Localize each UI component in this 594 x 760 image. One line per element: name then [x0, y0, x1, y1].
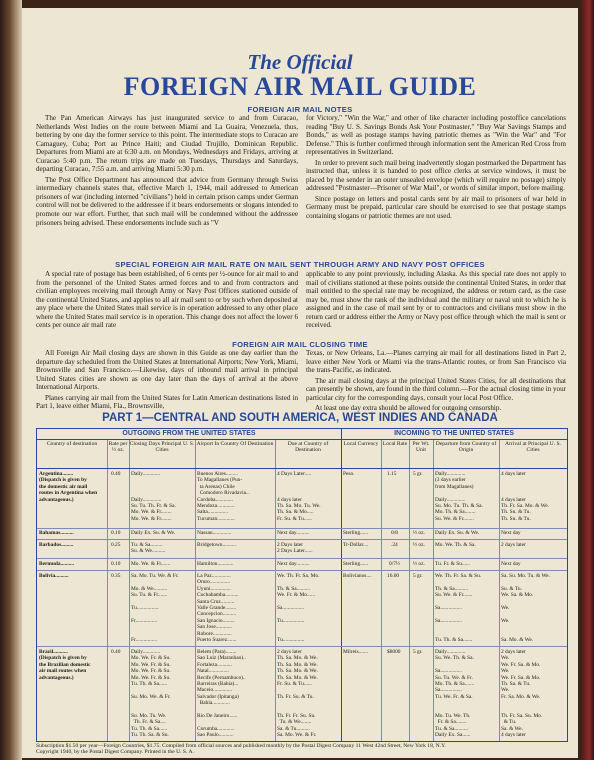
section-heading-closing: FOREIGN AIR MAIL CLOSING TIME: [232, 340, 368, 349]
table-cell-local-rate: 0/8: [391, 530, 398, 536]
table-cell-departure: Daily.............. (3 days earlier from Magallanes) Daily.............. Su. Mo. Tu. Th. & Sa. Mo. Th. & Sa........ Su. We. & Fr........: [435, 471, 483, 522]
table-cell-unit: ½ oz.: [413, 530, 425, 536]
title-the-official: The Official: [247, 50, 353, 74]
outgoing-header: OUTGOING FROM THE UNITED STATES: [37, 429, 341, 440]
table-cell-arrival: 2 days later: [501, 542, 526, 548]
table-cell-rate: 0.40: [111, 649, 121, 655]
notes-right-column: [306, 114, 566, 221]
book-binding-left: [0, 0, 22, 760]
table-cell-unit: 5 gr.: [413, 573, 423, 579]
table-cell-closing: Daily............. Daily.............. Su. Tu. Th. Fr. & Sa. Mo. We. & Fr........ Mo. We. & Fr........: [131, 471, 176, 522]
table-cell-unit: 5 gr.: [413, 649, 423, 655]
table-cell-rate: 0.25: [111, 542, 121, 548]
table-cell-due: We. Th. Fr. Sa. Mo. Th. & Sa.......... We. Fr. & Mo...... Sa................ Tu................ Tu................: [277, 573, 320, 644]
table-cell-unit: ½ oz.: [413, 542, 425, 548]
table-cell-country: Bermuda..........: [39, 561, 75, 567]
table-cell-airport: Nassau..............: [197, 530, 232, 536]
footer-text: Subscription $1.50 per year—Foreign Countries, $1.75. Compiled from official sources and published monthly by the Postal Digest Company 11 West 42nd Street, New York 18, N.Y. Copyright 1940, by the Postal Digest Company. Printed in the U. S. A.: [36, 743, 446, 756]
table-cell-arrival: Sa. Su. Mo. Tu. & We. Su. & Tu. We. Sa. & Mo. We. We. Sa. Mo. & We.: [501, 573, 550, 644]
table-cell-rate: 0.10: [111, 561, 121, 567]
column-header: Country of destination: [46, 441, 98, 447]
notes-paragraph: Since postage on letters and postal cards sent by air mail to prisoners of war held in Germany must be prepaid, particular care should be exercised to see that postage stamps containing slogans or patriotic themes are not used.: [306, 194, 566, 221]
table-cell-currency: Sterling......: [343, 561, 369, 567]
column-header: Departure from Country of Origin: [435, 441, 497, 454]
column-header: Closing Days Principal U. S. Cities: [129, 441, 195, 454]
column-header: Local Currency: [343, 441, 379, 447]
table-cell-rate: 0.40: [111, 471, 121, 477]
table-cell-country: Barbados.........: [39, 542, 74, 548]
table-cell-due: Next day..........: [277, 530, 310, 536]
special-right-column: [306, 270, 566, 330]
table-cell-currency: Bolivianos....: [343, 573, 372, 579]
table-cell-arrival: Next day: [501, 530, 521, 536]
table-cell-due: 2 Days later 2 Days Later......: [277, 542, 313, 555]
table-cell-due: 2 days later Th. Sa. Mo. & We. Th. Sa. Mo. & We. Th. Sa. Mo. & We. Th. Sa. Mo. & We. Fr. Su. & Tu...... Th. Fr. Su. & Tu. Th. Fr. Fr. Su. Su. Tu. & We........ Sa. & Tu.......... Sa. Mo. We. & Fr.: [277, 649, 318, 739]
table-cell-local-rate: .24: [391, 542, 398, 548]
table-divider: [341, 429, 342, 741]
column-header: Rate per ½ oz.: [108, 441, 128, 454]
table-cell-currency: Peso.: [343, 471, 355, 477]
table-cell-closing: Daily Ex. Su. & We.: [131, 530, 176, 536]
table-cell-departure: Tu. Fr. & Su......: [435, 561, 471, 567]
table-cell-departure: Mo. We. Th. & Sa.: [435, 542, 476, 548]
table-cell-due: 4 Days Later..... 4 days later Th. Sa. Mo. Tu. We. Th. Sa. & Mo..... Fr. Su. & Tu......: [277, 471, 321, 522]
special-paragraph: A special rate of postage has been established, of 6 cents per ½-ounce for air mail to and from the personnel of the United States armed forces and to and from contractors and civilian employees receiving mail through Army or Navy Post Offices stationed outside of the continental United States, and applies to all air mail sent to or by such when deposited at any place where the United States mail service is in operation addressed to any other place where the United States mail service is in operation. This change does not affect the lower 6 cents per ounce air mail rate: [36, 270, 299, 330]
closing-right-column: [306, 349, 566, 413]
table-cell-unit: 5 gr.: [413, 471, 423, 477]
special-left-column: [36, 270, 298, 330]
table-cell-unit: ½ oz.: [413, 561, 425, 567]
table-cell-local-rate: 1.15: [387, 471, 397, 477]
table-cell-airport: Belem (Para)........ Sao Luiz (Maranhao).. Fortaleza........... Natal............... Recife (Pernambuco).. Barreiras (Bahia)... Maceio.............. Salvador (Ipitanga) Bahia............. Rio De Janeiro...... Corumba............. Sao Paulo...........: [197, 649, 246, 739]
table-cell-rate: 0.35: [111, 573, 121, 579]
closing-paragraph: At least one day extra should be allowed for outgoing censorship.: [315, 404, 502, 413]
notes-paragraph: In order to prevent such mail being inadvertently slogan postmarked the Department has instructed that, unless it is handed to post office clerks at service windows, it must be placed by the sender in an outer unsealed envelope (which will require no postage) simply addressed "Postmaster—Prisoner of War Mail", or words of similar import, before mailing.: [306, 158, 566, 193]
column-header: Per Wt. Unit: [412, 441, 430, 454]
section-heading-special-rate: SPECIAL FOREIGN AIR MAIL RATE ON MAIL SENT THROUGH ARMY AND NAVY POST OFFICES: [115, 260, 485, 269]
table-cell-closing: Daily............. Mo. We. Fr. & Su. Mo. We. Fr. & Su. Mo. We. Fr. & Su. Mo. We. Fr. & Su. Tu. Th. & Sa...... Su. Mo. We. & Fr. Su. Mo. Tu. We. Th. Fr. & Sa.... Tu. Th. & Sa...... Tu. Th. Sa. & Su.: [131, 649, 171, 739]
rates-table: [36, 428, 568, 742]
column-header: Airport In Country Of Destination: [196, 441, 274, 447]
column-header: Arrival at Principal U. S. Cities: [505, 441, 561, 454]
special-paragraph: applicable to any point previously, including Alaska. As this special rate does not apply to mail of civilians stationed at these points outside the continental United States, in order that mail entitled to the special rate may be recognized, the address or return card, as the case may be, must show the rank of the individual and the military or naval unit to which he is assigned and in the case of mail sent by or to contractors and civilians must show in the return card or address either the Army or Navy post office through which the mail is sent or received.: [306, 270, 566, 330]
book-cover-edge: [582, 0, 594, 760]
footer-subscription: [36, 743, 566, 756]
table-cell-currency: Sterling......: [343, 530, 369, 536]
table-cell-country: Argentina........ (Dispatch is given by the domestic air mail routes in Argentina when advantageous.): [39, 471, 98, 503]
table-cell-departure: Daily.............. Su. We. Th. & Sa. Sa................ Su. Tu. We. & Fr. Mo. Th. & Sa....... Sa................ Tu. We. Fr. & Sa. Mo. Tu. We. Th. Fr. & Sa........ Tu. & Sa.......... Daily Ex. Sa......: [435, 649, 475, 739]
closing-left-column: [36, 349, 298, 411]
closing-paragraph: All Foreign Air Mail closing days are shown in this Guide as one day earlier than the departure day scheduled from the United States at International Airports; New York, Miami, Brownsville and San Francisco.—Likewise, days of inbound mail arrival in principal United States cities are shown as one day later than the days of arrival at the above International Airports.: [36, 349, 298, 392]
table-cell-local-rate: 0/7½: [389, 561, 400, 567]
notes-paragraph: for Victory," "Win the War," and other of like character including postoffice cancelations reading "Buy U. S. Savings Bonds Ask Your Postmaster," "Buy War Savings Stamps and Bonds," as well as postage stamps having patriotic themes as "Win the War" and "For Defense." This is further confirmed through information sent the American Red Cross from representatives in Switzerland.: [306, 114, 566, 157]
table-cell-closing: Sa. Mo. Tu. We. & Fr. Mo. & We.......... Su. Tu. & Fr....... Tu................ Fr................ Fr................: [131, 573, 179, 644]
notes-paragraph: The Pan American Airways has just inaugurated service to and from Curacao, Netherlands West Indies on the route between Miami and La Guaira, Venezuela, thus, bettering by one day the former service to this point. The intermediate stops to Curacao are Camaguey, Cuba; Port au Prince Haiti; and Ciudad Trujillo, Dominican Republic. Departures from Miami are at 6:30 a.m. on Mondays, Wednesdays and Fridays, arriving at Curacao 5:40 p.m. The return trips are made on Tuesdays, Thursdays and Saturdays, departing Curacao, 7:55 a.m. and arriving Miami 5:30 p.m.: [36, 114, 298, 174]
table-cell-local-rate: $8000: [387, 649, 401, 655]
incoming-header: INCOMING TO THE UNITED STATES: [341, 429, 567, 440]
table-cell-closing: Tu. & Sa......... Su. & We..........: [131, 542, 166, 555]
section-heading-notes: FOREIGN AIR MAIL NOTES: [247, 105, 353, 114]
table-cell-currency: Tr-Dollar....: [343, 542, 369, 548]
closing-paragraph: Texas, or New Orleans, La.—Planes carrying air mail for all destinations listed in Part 2, leave either New York or Miami via the trans-Atlantic routes, or from San Francisco via the trans-Pacific, as indicated.: [306, 349, 566, 375]
table-cell-arrival: Next day: [501, 561, 521, 567]
table-cell-airport: Hamilton............: [197, 561, 234, 567]
table-cell-arrival: 4 days later 4 days later Th. Fr. Sa. Mo. & We. Th. Su. & Tu. Th. Su. & Tu.: [501, 471, 549, 522]
part-1-heading: PART 1—CENTRAL AND SOUTH AMERICA, WEST INDIES AND CANADA: [102, 412, 498, 424]
closing-paragraph: The air mail closing days at the principal United States Cities, for all destinations that can presently be shown, are found in the third column.—For the actual closing time in your particular city for the corresponding days, consult your local Post Office.: [306, 376, 566, 402]
table-cell-closing: Mo. We. & Fr.......: [131, 561, 171, 567]
column-header: Local Rate: [382, 441, 408, 447]
table-cell-airport: La Paz.............. Oruro............... Uyuni............... Cochabamba.......... Santa Cruz.......... Valle Grande........ Concepcion.......... San Ignacio......... San Jose............ Robore.............. Puerto Suarez.......: [197, 573, 239, 644]
guide-page: [22, 8, 578, 758]
table-cell-country: Brazil........... (Dispatch is given by the Brazilian domestic air mail routes when advantageous.): [39, 649, 91, 681]
column-header: Due at Country of Destination: [287, 441, 329, 454]
notes-left-column: [36, 114, 298, 227]
table-cell-country: Bahamas..........: [39, 530, 74, 536]
table-cell-departure: Daily Ex. Su. & We.: [435, 530, 480, 536]
table-cell-airport: Bridgetown..........: [197, 542, 236, 548]
title-main: FOREIGN AIR MAIL GUIDE: [123, 72, 477, 101]
table-cell-departure: We. Th. Fr. Sa. & Su. Th. & Sa.......... Su. We. & Fr....... Sa................ Sa................ Tu. Th. & Sa.......: [435, 573, 482, 644]
table-cell-rate: 0.10: [111, 530, 121, 536]
table-cell-currency: Milreis.......: [343, 649, 369, 655]
table-cell-country: Bolivia..........: [39, 573, 69, 579]
table-cell-airport: Buenos Aires......... To Magallanes (Pun- ta Arenas) Chile Comodoro Rivadavia... Cordoba............. Mendoza............. Salta............... Tucuman.............: [197, 471, 251, 522]
notes-paragraph: The Post Office Department has announced that advice from Germany through Swiss intermediary channels states that, effective March 1, 1944, mail addressed to American prisoners of war (including interned "civilians") held in certain prison camps under German control will not be delivered to the addressee if it bears endorsements or slogans intended to promote our war effort. Further, that such mail will be condemned without the addressee prisoners being advised. These endorsements include such as "V: [36, 175, 298, 227]
table-cell-local-rate: 16.00: [387, 573, 400, 579]
table-cell-arrival: 2 days later We. We. Fr. Sa. & Mo. We. We. Fr. Sa. & Mo. Th. Sa. & Tu. We. Fr. Sa. Mo. & We. Th. Fr. Sa. Su. Mo. & Tu. Sa. & We. 4 days later: [501, 649, 543, 739]
closing-paragraph: Planes carrying air mail from the United States for Latin American destinations listed in Part 1, leave either Miami, Fla., Brownsville,: [36, 393, 298, 411]
table-cell-due: Next day..........: [277, 561, 310, 567]
